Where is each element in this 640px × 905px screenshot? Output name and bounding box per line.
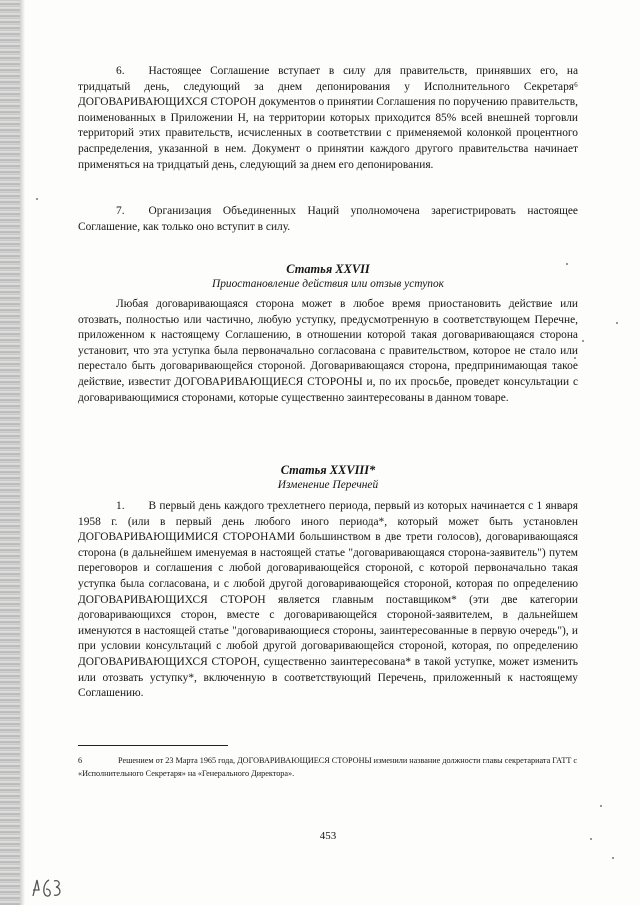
footnote-6 <box>78 755 590 780</box>
paragraph-6-number: 6. <box>116 65 125 77</box>
scan-edge-shadow <box>20 0 25 905</box>
article-28-title: Статья XXVIII* <box>280 463 376 477</box>
article-28-paragraph-1-text: В первый день каждого трехлетнего периода, первый из которых начинается с 1 января 1958 г. (или в первый день любого иного периода*, который может быть установлен ДОГОВАРИВАЮЩИМИСЯ СТОРОНАМИ большинством в две трети голосов), договаривающаяся сторона (в дальнейшем именуемая в настоящей статье "договаривающаяся сторона-заявитель") путем переговоров и соглашения с любой договаривающейся стороной, с которой первоначально такая уступка была согласована, и с любой другой договаривающейся стороной, которая по определению ДОГОВАРИВАЮЩИХСЯ СТОРОН является главным поставщиком* (эти две категории договаривающихся сторон, вместе с договаривающейся стороной-заявителем, в дальнейшем именуются в настоящей статье "договаривающиеся стороны, заинтересованные в первую очередь"), и при условии консультаций с любой другой договаривающейся стороной, которая, по определению ДОГОВАРИВАЮЩИХСЯ СТОРОН, существенно заинтересована* в такой уступке, может изменить или отозвать уступку*, включенную в соответствующий Перечень, приложенный к настоящему Соглашению. <box>78 500 578 700</box>
article-27-title: Статья XXVII <box>286 262 370 276</box>
article-27-text: Любая договаривающаяся сторона может в любое время приостановить действие или отозвать, полностью или частично, любую уступку, предусмотренную в соответствующем Перечне, приложенном к настоящему Соглашению, в отношении которой такая договаривающаяся сторона установит, что эта уступка была первоначально согласована с правительством, которое не стало или перестало быть договаривающейся стороной. Договаривающаяся сторона, предпринимающая такое действие, известит ДОГОВАРИВАЮЩИЕСЯ СТОРОНЫ и, по их просьбе, проведет консультации с договаривающимися сторонами, которые существенно заинтересованы в данном товаре. <box>78 298 578 404</box>
article-28-paragraph-1 <box>78 499 578 702</box>
footnote-text: Решением от 23 Марта 1965 года, ДОГОВАРИВАЮЩИЕСЯ СТОРОНЫ изменили название должности главы секретариата ГАТТ с «Исполнительного Секретаря» на «Генерального Директора». <box>78 756 578 778</box>
scan-binding-edge <box>0 0 20 905</box>
paragraph-6-text: Настоящее Соглашение вступает в силу для правительств, принявших его, на тридцатый день, следующий за днем депонирования у Исполнительного Секретаря⁶ ДОГОВАРИВАЮЩИХСЯ СТОРОН документов о принятии Соглашения по поручению правительств, поименованных в Приложении Н, на территории которых приходится 85% всей внешней торговли территорий этих правительств, исчисленных в соответствии с применяемой колонкой процентного распределения, указанной в нем. Документ о принятии каждого другого правительства начинает применяться на тридцатый день, следующий за днем его депонирования. <box>78 65 578 171</box>
paragraph-7-number: 7. <box>116 205 125 217</box>
page-number: 453 <box>319 830 337 842</box>
article-28-paragraph-1-number: 1. <box>116 500 125 512</box>
paragraph-7 <box>78 204 578 235</box>
footnote-divider <box>78 745 228 746</box>
paragraph-6 <box>78 64 578 173</box>
article-28-subtitle: Изменение Перечней <box>277 479 379 491</box>
handwritten-page-mark <box>30 876 64 900</box>
footnote-number: 6 <box>78 756 83 765</box>
paragraph-7-text: Организация Объединенных Наций уполномочена зарегистрировать настоящее Соглашение, как только оно вступит в силу. <box>78 205 578 233</box>
article-27-subtitle: Приостановление действия или отзыв уступок <box>211 278 445 290</box>
